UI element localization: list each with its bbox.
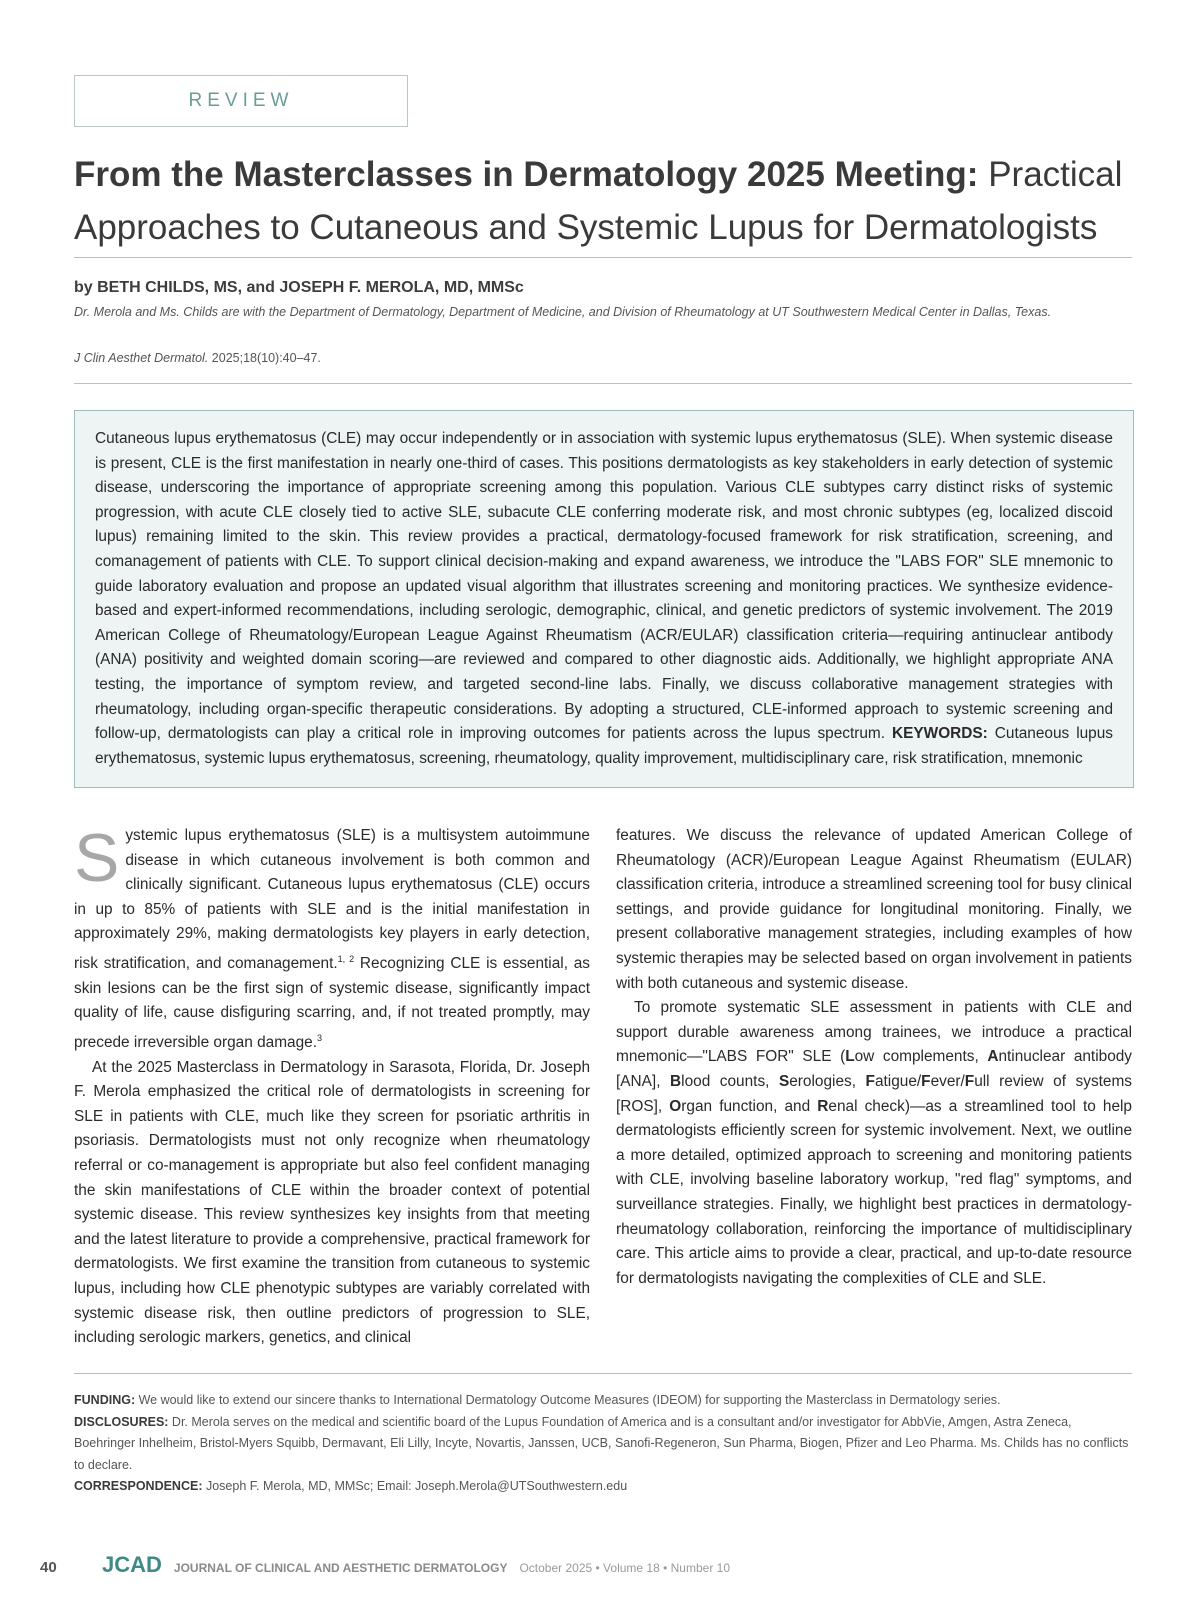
abstract-box [74, 410, 1134, 788]
body-paragraph: features. We discuss the relevance of updated American College of Rheumatology (ACR)/European League Against Rheumatism (EULAR) classification criteria, introduce a streamlined screening tool for busy clinical settings, and provide guidance for longitudinal monitoring. Finally, we present collaborative management strategies, including examples of how systemic therapies may be selected based on organ involvement in patients with both cutaneous and systemic disease. [616, 827, 1132, 992]
correspondence-label: CORRESPONDENCE: [74, 1479, 203, 1493]
mnemonic-letter: F [865, 1072, 875, 1090]
body-paragraph-mnemonic [616, 996, 1132, 1291]
keywords-list: Cutaneous lupus erythematosus, systemic lupus erythematosus, screening, rheumatology, quality improvement, multidisciplinary care, risk stratification, mnemonic [95, 725, 1113, 767]
abstract-text [95, 427, 1113, 771]
author-byline: by BETH CHILDS, MS, and JOSEPH F. MEROLA, MD, MMSc [74, 279, 524, 296]
body-text: erologies, [789, 1072, 866, 1090]
citation [74, 351, 321, 365]
page-footer [40, 1552, 1140, 1582]
citation-journal: J Clin Aesthet Dermatol. [74, 351, 209, 365]
section-label: REVIEW [188, 90, 294, 111]
article-title-bold: From the Masterclasses in Dermatology 2025 Meeting: [74, 155, 979, 194]
body-text: To promote systematic SLE assessment in patients with CLE and support durable awareness among trainees, we introduce a practical mnemonic—"LABS FOR" SLE ( [616, 999, 1132, 1066]
funding-label: FUNDING: [74, 1393, 136, 1407]
body-text: ull review of systems [ROS], [616, 1072, 1132, 1115]
correspondence-note [74, 1476, 1134, 1498]
title-divider [74, 257, 1132, 258]
correspondence-text: Joseph F. Merola, MD, MMSc; Email: Joseph.Merola@UTSouthwestern.edu [202, 1479, 628, 1493]
body-paragraph: At the 2025 Masterclass in Dermatology in Sarasota, Florida, Dr. Joseph F. Merola emphasized the critical role of dermatologists in screening for SLE in patients with CLE, much like they screen for psoriatic arthritis in psoriasis. Dermatologists must not only recognize when rheumatology referral or co-management is appropriate but also feel confident managing the skin manifestations of CLE within the broader context of potential systemic disease. This review synthesizes key insights from that meeting and the latest literature to provide a comprehensive, practical framework for dermatologists. We first examine the transition from cutaneous to systemic lupus, including how CLE phenotypic subtypes are variably correlated with systemic disease risk, then outline predictors of progression to SLE, including serologic markers, genetics, and clinical [74, 1058, 590, 1347]
abstract-body: Cutaneous lupus erythematosus (CLE) may occur independently or in association with systemic lupus erythematosus (SLE). When systemic disease is present, CLE is the first manifestation in nearly one-third of cases. This positions dermatologists as key stakeholders in early detection of systemic disease, underscoring the importance of appropriate screening among this population. Various CLE subtypes carry distinct risks of systemic progression, with acute CLE closely tied to active SLE, subacute CLE conferring moderate risk, and most chronic subtypes (eg, localized discoid lupus) remaining limited to the skin. This review provides a practical, dermatology-focused framework for risk stratification, screening, and comanagement of patients with CLE. To support clinical decision-making and expand awareness, we introduce the "LABS FOR" SLE mnemonic to guide laboratory evaluation and propose an updated visual algorithm that illustrates screening and monitoring practices. We synthesize evidence-based and expert-informed recommendations, including serologic, demographic, clinical, and genetic predictors of systemic involvement. The 2019 American College of Rheumatology/European League Against Rheumatism (ACR/EULAR) classification criteria—requiring antinuclear antibody (ANA) positivity and weighted domain scoring—are reviewed and compared to other diagnostic aids. Additionally, we highlight appropriate ANA testing, the importance of symptom review, and targeted second-line labs. Finally, we discuss collaborative management strategies with rheumatology, including organ-specific therapeutic considerations. By adopting a structured, CLE-informed approach to systemic screening and follow-up, dermatologists can play a critical role in improving outcomes for patients across the lupus spectrum. [95, 430, 1113, 743]
body-text: ever/ [930, 1072, 965, 1090]
page-number: 40 [40, 1559, 57, 1576]
keywords-label: KEYWORDS: [892, 725, 988, 743]
footnotes [74, 1390, 1134, 1498]
reference-superscript: 3 [316, 1032, 322, 1043]
body-text: lood counts, [681, 1072, 779, 1090]
mnemonic-letter: B [670, 1072, 682, 1090]
disclosures-text: Dr. Merola serves on the medical and scientific board of the Lupus Foundation of America and is a consultant and/or investigator for AbbVie, Amgen, Astra Zeneca, Boehringer Inhelheim, Bristol-Myers Squibb, Dermavant, Eli Lilly, Incyte, Novartis, Janssen, UCB, Sanofi-Regeneron, Sun Pharma, Biogen, Pfizer and Leo Pharma. Ms. Childs has no conflicts to declare. [74, 1414, 1129, 1472]
mnemonic-letter: R [817, 1097, 829, 1115]
body-text: ow complements, [854, 1048, 988, 1066]
header-divider [74, 383, 1132, 384]
disclosures-label: DISCLOSURES: [74, 1414, 169, 1429]
issue-info: October 2025 • Volume 18 • Number 10 [519, 1561, 730, 1575]
citation-details: 2025;18(10):40–47. [208, 351, 321, 365]
body-text: rgan function, and [681, 1097, 818, 1115]
body-text: ntinuclear antibody [ANA], [616, 1048, 1133, 1090]
journal-name: JOURNAL OF CLINICAL AND AESTHETIC DERMATOLOGY [173, 1561, 508, 1575]
disclosures-note [74, 1412, 1134, 1477]
article-title-regular: Practical Approaches to Cutaneous and Systemic Lupus for Dermatologists [74, 155, 1123, 247]
mnemonic-letter: A [987, 1048, 999, 1066]
body-text: enal check)—as a streamlined tool to help dermatologists efficiently screen for systemic involvement. Next, we outline a more detailed, optimized approach to screening and monitoring patients with CLE, involving baseline laboratory workup, "red flag" symptoms, and surveillance strategies. Finally, we highlight best practices in dermatology-rheumatology collaboration, reinforcing the importance of multidisciplinary care. This article aims to provide a clear, practical, and up-to-date resource for dermatologists navigating the complexities of CLE and SLE. [616, 1097, 1132, 1287]
footnotes-divider [74, 1373, 1132, 1374]
drop-cap: S [74, 820, 120, 896]
mnemonic-letter: S [778, 1072, 790, 1090]
body-column-left [74, 820, 590, 1351]
mnemonic-letter: L [845, 1048, 855, 1066]
mnemonic-letter: F [921, 1072, 931, 1090]
reference-superscript: 1, 2 [337, 953, 355, 964]
body-column-right [616, 824, 1132, 1291]
body-text: Recognizing CLE is essential, as skin lesions can be the first sign of systemic disease, significantly impact quality of life, cause disfiguring scarring, and, if not treated promptly, may precede irreversible organ damage. [74, 955, 590, 1051]
journal-logo: JCAD [102, 1552, 162, 1577]
funding-note [74, 1390, 1134, 1412]
body-paragraph [74, 820, 590, 1056]
funding-text: We would like to extend our sincere thanks to International Dermatology Outcome Measures (IDEOM) for supporting the Masterclass in Dermatology series. [135, 1393, 1001, 1407]
section-label-box [74, 75, 408, 127]
author-affiliation: Dr. Merola and Ms. Childs are with the Department of Dermatology, Department of Medicine, and Division of Rheumatology at UT Southwestern Medical Center in Dallas, Texas. [74, 305, 1052, 319]
body-text: atigue/ [874, 1072, 922, 1090]
article-title [74, 148, 1134, 254]
body-text: ystemic lupus erythematosus (SLE) is a multisystem autoimmune disease in which cutaneous involvement is both common and clinically significant. Cutaneous lupus erythematosus (CLE) occurs in up to 85% of patients with SLE and is the initial manifestation in approximately 29%, making dermatologists key players in early detection, risk stratification, and comanagement. [74, 827, 590, 973]
mnemonic-letter: F [964, 1072, 975, 1090]
mnemonic-letter: O [669, 1097, 682, 1115]
